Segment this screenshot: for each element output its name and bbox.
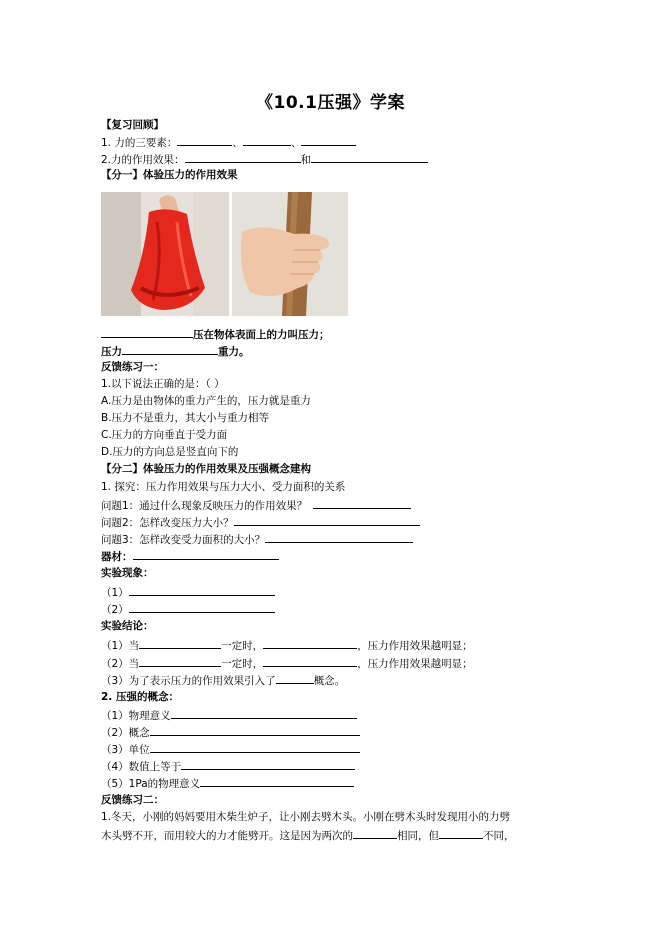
phenomenon-1-label: （1） [101,587,129,599]
blank [265,531,413,543]
blank [185,151,301,163]
concept-2-label: （2）概念 [101,727,150,739]
practice1-option-b: B.压力不是重力，其大小与重力相等 [101,412,270,424]
blank [129,584,275,596]
blank [234,514,420,526]
blank [243,134,291,146]
blank [301,134,356,146]
concept-heading: 2. 压强的概念： [101,691,179,703]
blank [263,637,357,649]
phenomena-heading: 实验现象： [101,567,154,579]
conclusion-1 [101,637,473,654]
practice2-heading: 反馈练习二： [101,794,164,806]
concept-3-label: （3）单位 [101,744,150,756]
question-2-text: 问题2：怎样改变压力大小？ [101,517,234,529]
practice1-option-a: A.压力是由物体的重力产生的，压力就是重力 [101,395,311,407]
question-1-text: 问题1：通过什么现象反映压力的作用效果？ [101,500,308,512]
practice2-line-2 [101,827,571,846]
review-heading: 【复习回顾】 [101,119,164,131]
blank [177,134,232,146]
conclusion-1-a: （1）当 [101,640,140,652]
concept-3 [101,741,360,758]
conclusion-2-b: 一定时， [221,658,264,670]
equipment-line [101,548,279,565]
question-3-text: 问题3：怎样改变受力面积的大小？ [101,534,266,546]
blank [150,724,360,736]
blank [129,601,275,613]
conclusion-1-b: 一定时， [221,640,264,652]
hand-holding-red-bag-image [101,192,229,316]
blank [313,497,411,509]
review-q2 [101,151,428,168]
blank [150,741,360,753]
review-q2-label: 2.力的作用效果： [101,154,185,166]
concept-5-label: （5）1Pa的物理意义 [101,778,201,790]
conclusion-2-c: ，压力作用效果越明显； [357,658,473,670]
part2-heading: 【分二】体验压力的作用效果及压强概念建构 [101,463,311,475]
conclusion-3-a: （3）为了表示压力的作用效果引入了 [101,675,276,687]
equipment-label: 器材： [101,551,133,563]
practice2-line-1: 1.冬天，小刚的妈妈要用木柴生炉子，让小刚去劈木头。小刚在劈木头时发现用小的力劈 [101,811,511,823]
conclusion-heading: 实验结论： [101,620,154,632]
separator: 、 [290,137,302,149]
hand-pressing-wood-image [232,192,348,316]
pressure-definition [101,326,330,343]
practice1-question: 1.以下说法正确的是：（ ） [101,378,225,390]
blank [139,655,221,667]
conclusion-1-c: ，压力作用效果越明显； [357,640,473,652]
phenomenon-2 [101,601,275,618]
pressure-word: 压力 [101,346,122,358]
explore-line: 1. 探究：压力作用效果与压力大小、受力面积的关系 [101,481,346,493]
pressure-vs-gravity [101,343,250,360]
question-1 [101,497,411,514]
practice2-line-2-c: 不同， [483,830,515,842]
conclusion-3-b: 概念。 [313,675,346,687]
concept-2 [101,724,360,741]
conclusion-2-a: （2）当 [101,658,140,670]
blank [263,655,357,667]
gravity-word: 重力。 [218,346,250,358]
pressure-definition-text: 压在物体表面上的力叫压力； [193,329,330,341]
review-q1-label: 1. 力的三要素： [101,137,178,149]
separator: 、 [232,137,243,149]
blank [139,637,221,649]
blank [311,151,428,163]
photo-hand-on-wood [232,192,348,316]
part1-heading: 【分一】体验压力的作用效果 [101,169,238,181]
photo-red-bag [101,192,229,316]
practice1-option-d: D.压力的方向总是竖直向下的 [101,446,239,458]
review-q1 [101,134,356,151]
blank [171,707,357,719]
practice2-line-2-a: 木头劈不开，而用较大的力才能劈开。这是因为两次的 [101,830,353,842]
question-3 [101,531,413,548]
blank [200,775,354,787]
conclusion-3 [101,672,345,689]
practice2-line-2-b: 相同，但 [397,830,439,842]
concept-5 [101,775,354,792]
concept-1-label: （1）物理意义 [101,710,171,722]
blank [353,827,397,839]
phenomenon-2-label: （2） [101,604,129,616]
blank [122,343,218,355]
practice1-option-c: C.压力的方向垂直于受力面 [101,429,228,441]
blank [276,672,314,684]
blank [133,548,279,560]
practice1-heading: 反馈练习一： [101,361,164,373]
concept-4 [101,758,355,775]
concept-1 [101,707,357,724]
blank [101,326,193,338]
blank [439,827,483,839]
blank [181,758,355,770]
page-title: 《10.1压强》学案 [256,93,405,113]
concept-4-label: （4）数值上等于 [101,761,182,773]
question-2 [101,514,420,531]
practice2-question [101,808,571,846]
conclusion-2 [101,655,473,672]
and-word: 和 [300,154,312,166]
phenomenon-1 [101,584,275,601]
